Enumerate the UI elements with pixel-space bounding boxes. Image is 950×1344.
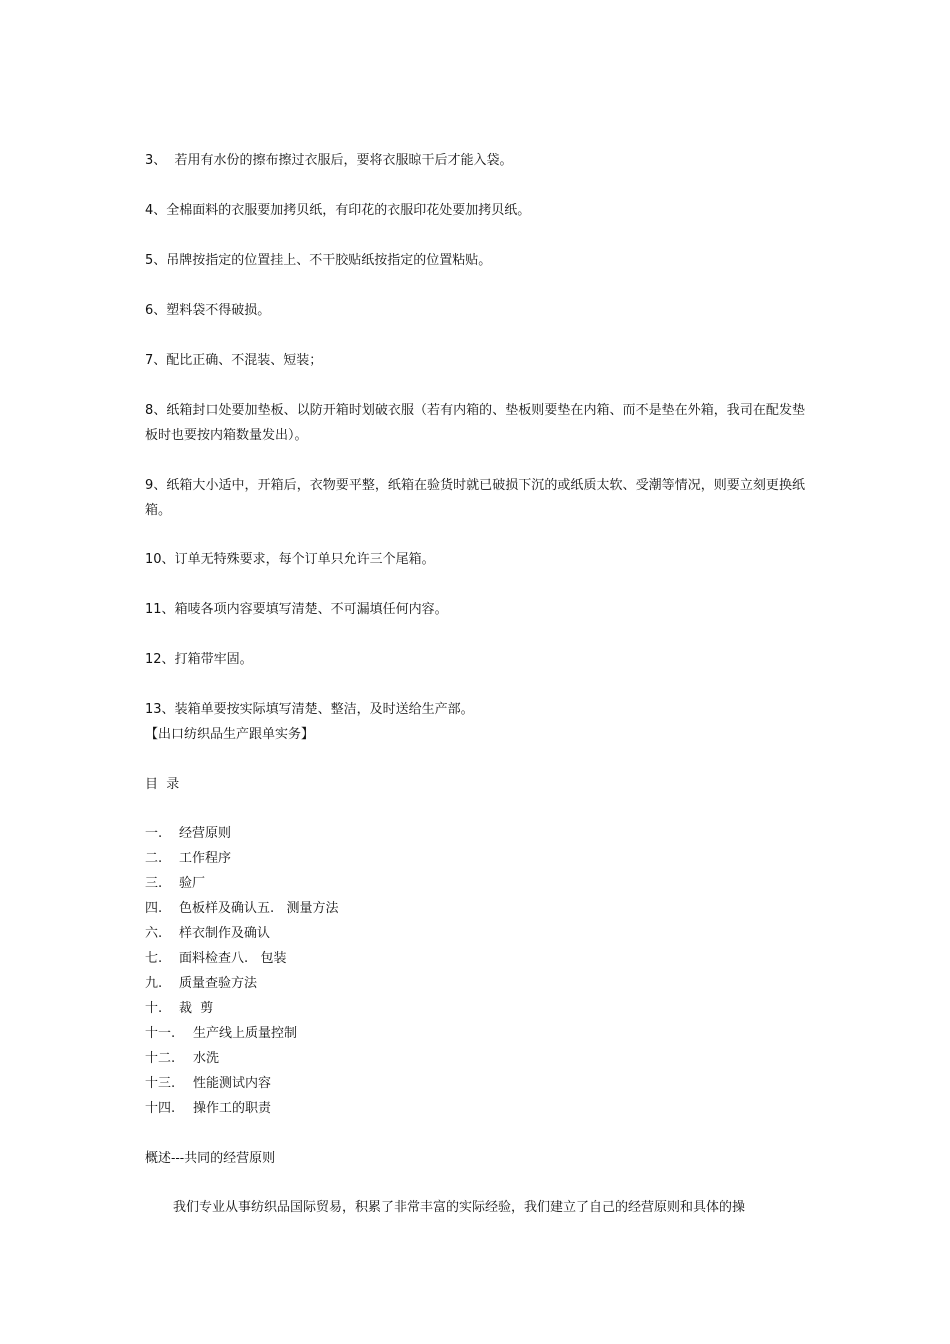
overview-body: 我们专业从事纺织品国际贸易，积累了非常丰富的实际经验，我们建立了自己的经营原则和具体的操 [173, 1200, 746, 1215]
list-item: 3、 若用有水份的擦布擦过衣服后，要将衣服晾干后才能入袋。 [145, 153, 513, 168]
list-item: 5、吊牌按指定的位置挂上、不干胶贴纸按指定的位置粘贴。 [145, 253, 492, 268]
toc-row: 十二. 水洗 [145, 1051, 220, 1066]
list-item: 11、箱唛各项内容要填写清楚、不可漏填任何内容。 [145, 602, 448, 617]
overview-title: 概述---共同的经营原则 [145, 1151, 276, 1166]
section-title: 【出口纺织品生产跟单实务】 [145, 727, 315, 742]
list-item: 12、打箱带牢固。 [145, 652, 253, 667]
toc-row: 十三. 性能测试内容 [145, 1076, 272, 1091]
toc-row: 十四. 操作工的职责 [145, 1101, 272, 1116]
toc-heading: 目 录 [145, 777, 180, 792]
list-item: 9、纸箱大小适中，开箱后，衣物要平整，纸箱在验货时就已破损下沉的或纸质太软、受潮等情况，则要立刻更换纸箱。 [145, 478, 805, 518]
toc-row: 三. 验厂 [145, 876, 206, 891]
toc-row: 七. 面料检查八. 包装 [145, 951, 287, 966]
toc-row: 四. 色板样及确认五. 测量方法 [145, 901, 339, 916]
toc-row: 十一. 生产线上质量控制 [145, 1026, 298, 1041]
list-item: 7、配比正确、不混装、短装； [145, 353, 323, 368]
toc-row: 六. 样衣制作及确认 [145, 926, 271, 941]
toc-row: 九. 质量查验方法 [145, 976, 258, 991]
list-item: 4、全棉面料的衣服要加拷贝纸，有印花的衣服印花处要加拷贝纸。 [145, 203, 531, 218]
list-item: 10、订单无特殊要求，每个订单只允许三个尾箱。 [145, 552, 435, 567]
list-item: 8、纸箱封口处要加垫板、以防开箱时划破衣服（若有内箱的、垫板则要垫在内箱、而不是垫在外箱，我司在配发垫板时也要按内箱数量发出）。 [145, 403, 805, 443]
toc-row: 二. 工作程序 [145, 851, 232, 866]
list-item: 6、塑料袋不得破损。 [145, 303, 271, 318]
list-item: 13、装箱单要按实际填写清楚、整洁，及时送给生产部。 [145, 702, 474, 717]
toc-row: 一. 经营原则 [145, 826, 232, 841]
toc-row: 十. 裁 剪 [145, 1001, 214, 1016]
